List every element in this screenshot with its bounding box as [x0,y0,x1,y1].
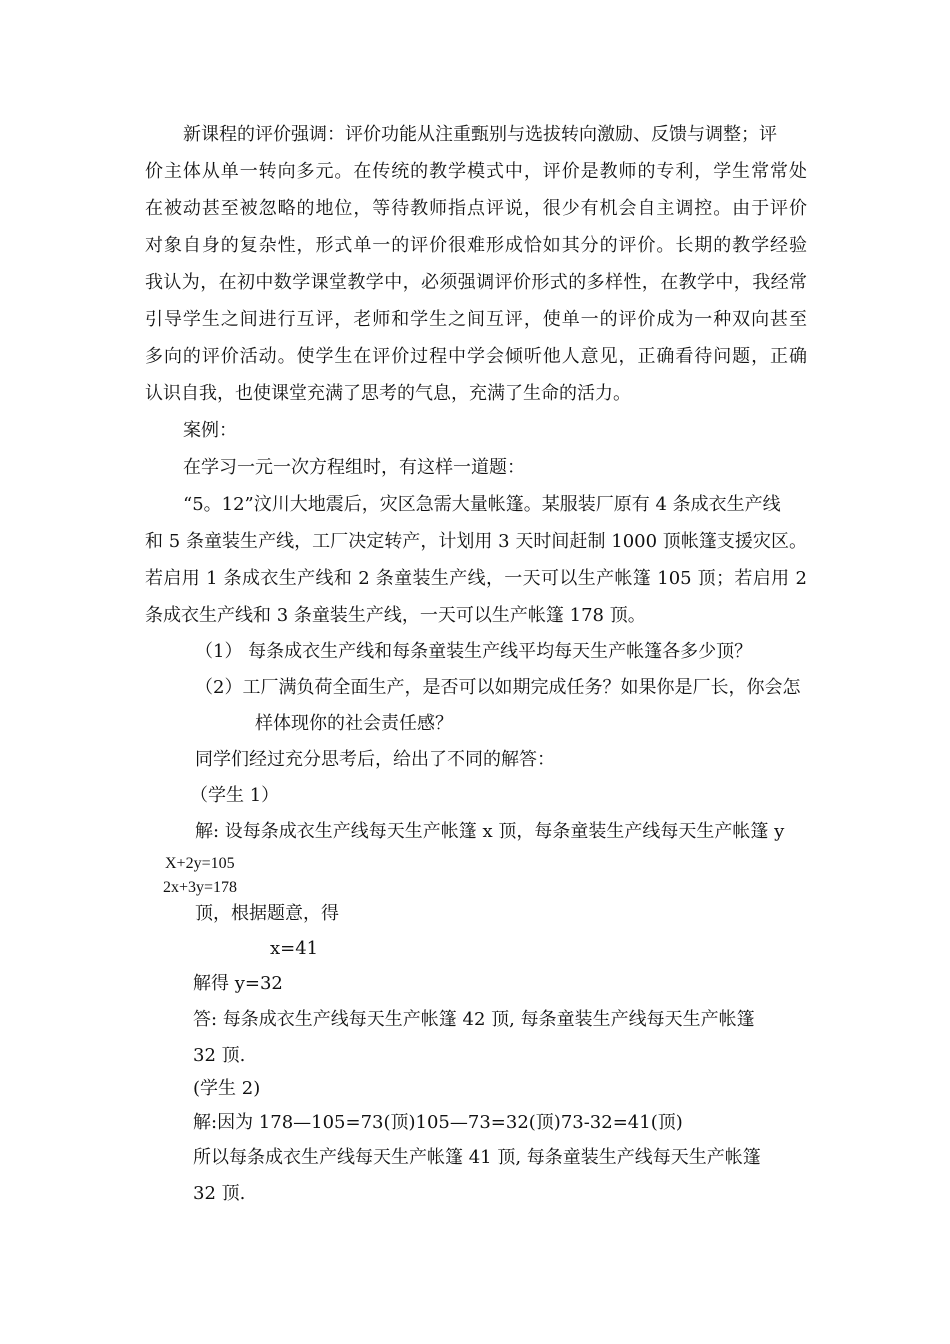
student-2-answer-continued: 32 顶. [193,1183,246,1204]
case-label: 案例： [183,420,237,441]
question-2: （2）工厂满负荷全面生产，是否可以如期完成任务？如果你是厂长，你会怎 [195,677,801,698]
student-1-solution: 解: 设每条成衣生产线每天生产帐篷 x 顶，每条童装生产线每天生产帐篷 y [195,821,785,842]
student-2-solution: 解:因为 178—105=73(顶)105—73=32(顶)73-32=41(顶) [193,1112,683,1133]
paragraph-line: 价主体从单一转向多元。在传统的教学模式中，评价是教师的专利，学生常常处 [145,161,807,182]
student-1-answer: 答: 每条成衣生产线每天生产帐篷 42 顶, 每条童装生产线每天生产帐篷 [193,1009,755,1030]
student-1-solution-continued: 顶，根据题意，得 [195,903,339,924]
result-y: 解得 y=32 [193,973,283,994]
paragraph-line: 引导学生之间进行互评，老师和学生之间互评，使单一的评价成为一种双向甚至 [145,309,807,330]
paragraph-line: 认识自我，也使课堂充满了思考的气息，充满了生命的活力。 [145,383,631,404]
student-2-answer: 所以每条成衣生产线每天生产帐篷 41 顶, 每条童装生产线每天生产帐篷 [193,1147,761,1168]
problem-line: 若启用 1 条成衣生产线和 2 条童装生产线，一天可以生产帐篷 105 顶；若启用 2 [145,568,807,589]
problem-intro: 在学习一元一次方程组时，有这样一道题： [183,457,525,478]
problem-line: “5。12”汶川大地震后，灾区急需大量帐篷。某服装厂原有 4 条成衣生产线 [183,494,781,515]
paragraph-line: 新课程的评价强调：评价功能从注重甄别与选拔转向激励、反馈与调整；评 [183,124,777,145]
student-2-label: (学生 2) [193,1078,261,1099]
problem-line: 和 5 条童装生产线，工厂决定转产，计划用 3 天时间赶制 1000 顶帐篷支援灾区。 [145,531,807,552]
question-1: （1） 每条成衣生产线和每条童装生产线平均每天生产帐篷各多少顶？ [195,641,753,662]
student-1-label: （学生 1） [190,785,280,806]
equation-1: X+2y=105 [165,855,235,872]
result-x: x=41 [270,938,319,959]
problem-line: 条成衣生产线和 3 条童装生产线，一天可以生产帐篷 178 顶。 [145,605,646,626]
equation-2: 2x+3y=178 [163,879,238,896]
student-1-answer-continued: 32 顶. [193,1045,246,1066]
question-2-continued: 样体现你的社会责任感？ [255,713,453,734]
students-intro: 同学们经过充分思考后，给出了不同的解答： [195,749,555,770]
paragraph-line: 对象自身的复杂性，形式单一的评价很难形成恰如其分的评价。长期的教学经验 [145,235,807,256]
paragraph-line: 我认为，在初中数学课堂教学中，必须强调评价形式的多样性，在教学中，我经常 [145,272,807,293]
paragraph-line: 多向的评价活动。使学生在评价过程中学会倾听他人意见，正确看待问题，正确 [145,346,807,367]
paragraph-line: 在被动甚至被忽略的地位，等待教师指点评说，很少有机会自主调控。由于评价 [145,198,807,219]
